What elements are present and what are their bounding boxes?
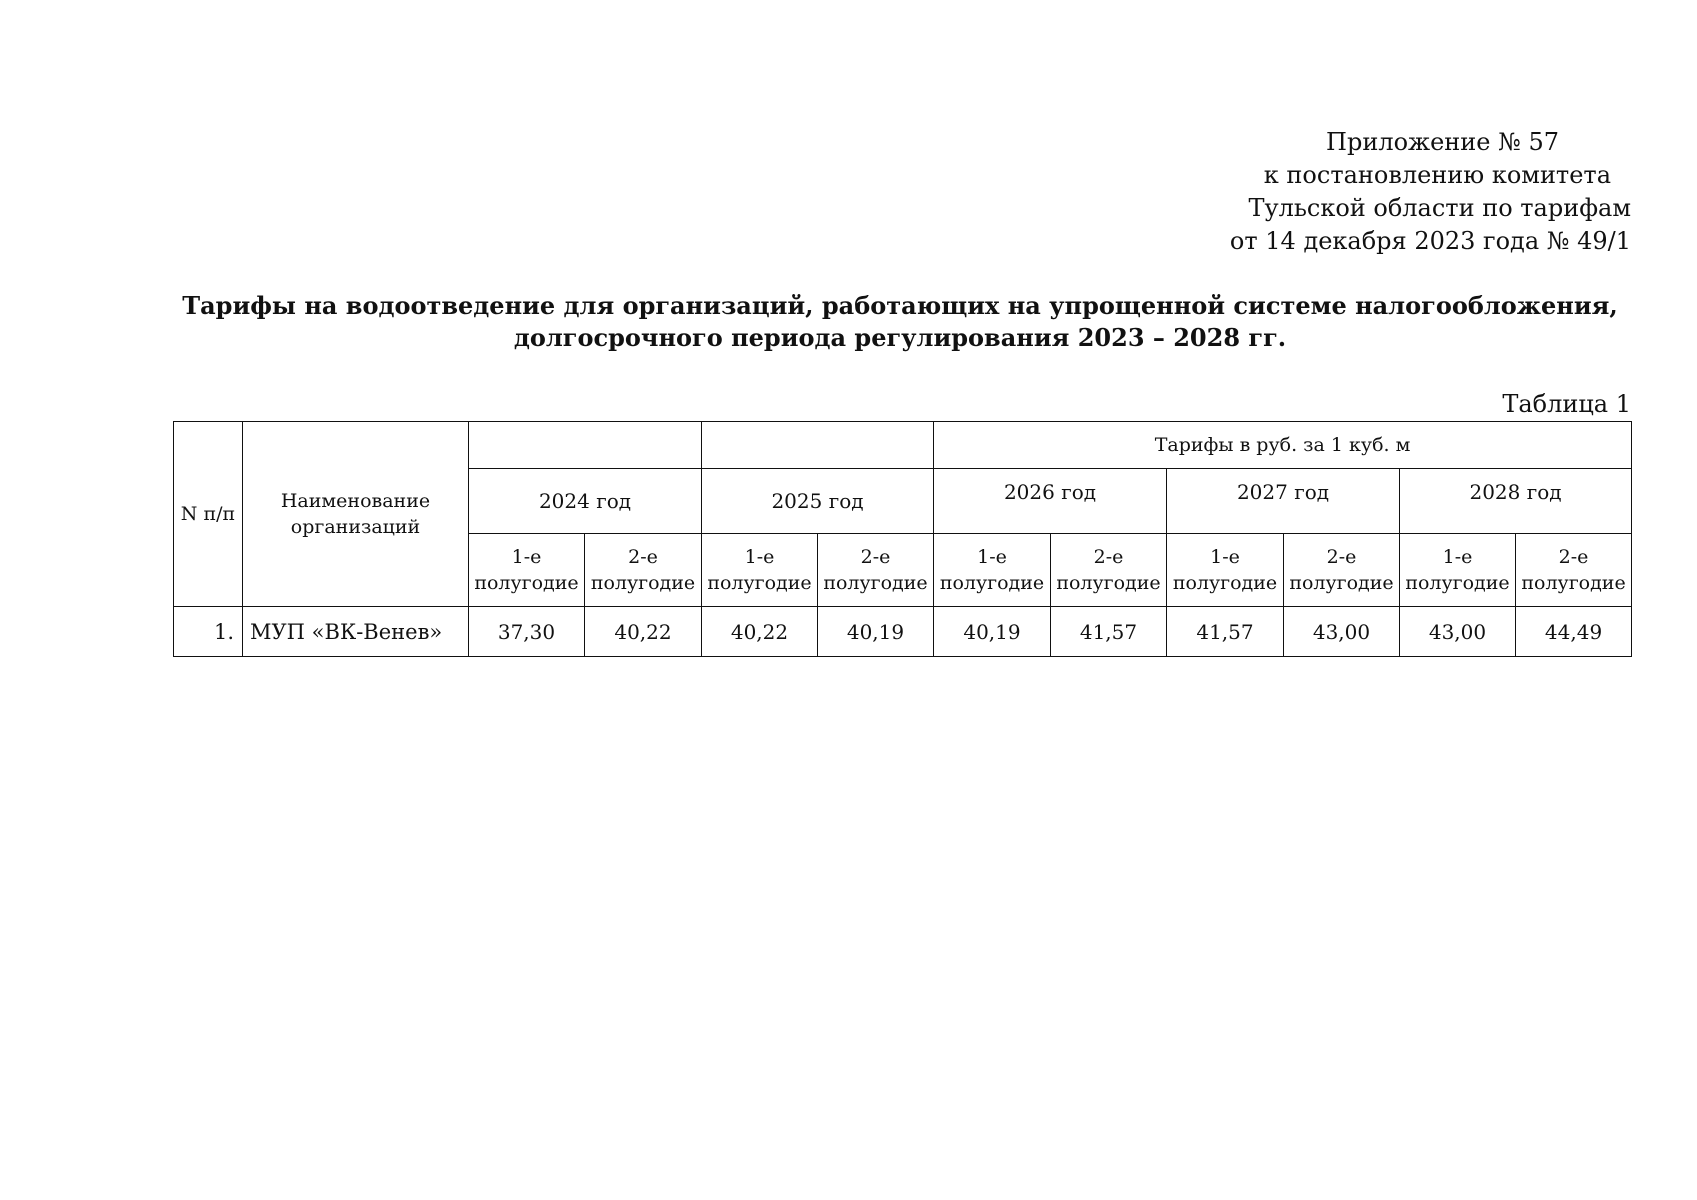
tariff-2025-h2: 40,19 <box>818 607 934 657</box>
title-line-2: долгосрочного периода регулирования 2023 – 2028 гг. <box>513 323 1287 352</box>
tariff-2028-h2: 44,49 <box>1516 607 1632 657</box>
tariff-2027-h2: 43,00 <box>1284 607 1400 657</box>
tariff-2026-h1: 40,19 <box>934 607 1051 657</box>
tariff-2026-h2: 41,57 <box>1051 607 1167 657</box>
table-row <box>174 607 1632 657</box>
tariff-2024-h2: 40,22 <box>585 607 702 657</box>
table-label: Таблица 1 <box>1502 390 1631 418</box>
appendix-header <box>1230 126 1631 258</box>
header-half-2: 2-е полугодие <box>1051 534 1167 607</box>
header-half-2: 2-е полугодие <box>818 534 934 607</box>
header-year-2025: 2025 год <box>702 469 934 534</box>
header-half-2: 2-е полугодие <box>1284 534 1400 607</box>
row-number: 1. <box>174 607 243 657</box>
header-year-2027: 2027 год <box>1167 469 1400 534</box>
header-half-1: 1-е полугодие <box>702 534 818 607</box>
document-title <box>0 290 1697 354</box>
header-year-2024: 2024 год <box>469 469 702 534</box>
tariff-2025-h1: 40,22 <box>702 607 818 657</box>
title-line-1: Тарифы на водоотведение для организаций, работающих на упрощенной системе налогообложения, <box>182 291 1618 320</box>
header-half-2: 2-е полугодие <box>1516 534 1632 607</box>
appendix-authority: Тульской области по тарифам <box>1248 194 1631 222</box>
tariffs-table <box>173 421 1632 657</box>
header-half-1: 1-е полугодие <box>469 534 585 607</box>
header-blank-2025 <box>702 422 934 469</box>
header-year-2026: 2026 год <box>934 469 1167 534</box>
tariff-2027-h1: 41,57 <box>1167 607 1284 657</box>
tariff-2024-h1: 37,30 <box>469 607 585 657</box>
header-tariff-group: Тарифы в руб. за 1 куб. м <box>934 422 1632 469</box>
header-num: N п/п <box>174 422 243 607</box>
header-half-1: 1-е полугодие <box>934 534 1051 607</box>
header-half-1: 1-е полугодие <box>1167 534 1284 607</box>
header-blank-2024 <box>469 422 702 469</box>
header-half-1: 1-е полугодие <box>1400 534 1516 607</box>
header-org: Наименование организаций <box>243 422 469 607</box>
header-half-2: 2-е полугодие <box>585 534 702 607</box>
appendix-reference: к постановлению комитета <box>1263 161 1611 189</box>
appendix-date: от 14 декабря 2023 года № 49/1 <box>1229 227 1631 255</box>
header-year-2028: 2028 год <box>1400 469 1632 534</box>
appendix-number: Приложение № 57 <box>1326 128 1559 156</box>
row-organization: МУП «ВК-Венев» <box>243 607 469 657</box>
tariff-2028-h1: 43,00 <box>1400 607 1516 657</box>
